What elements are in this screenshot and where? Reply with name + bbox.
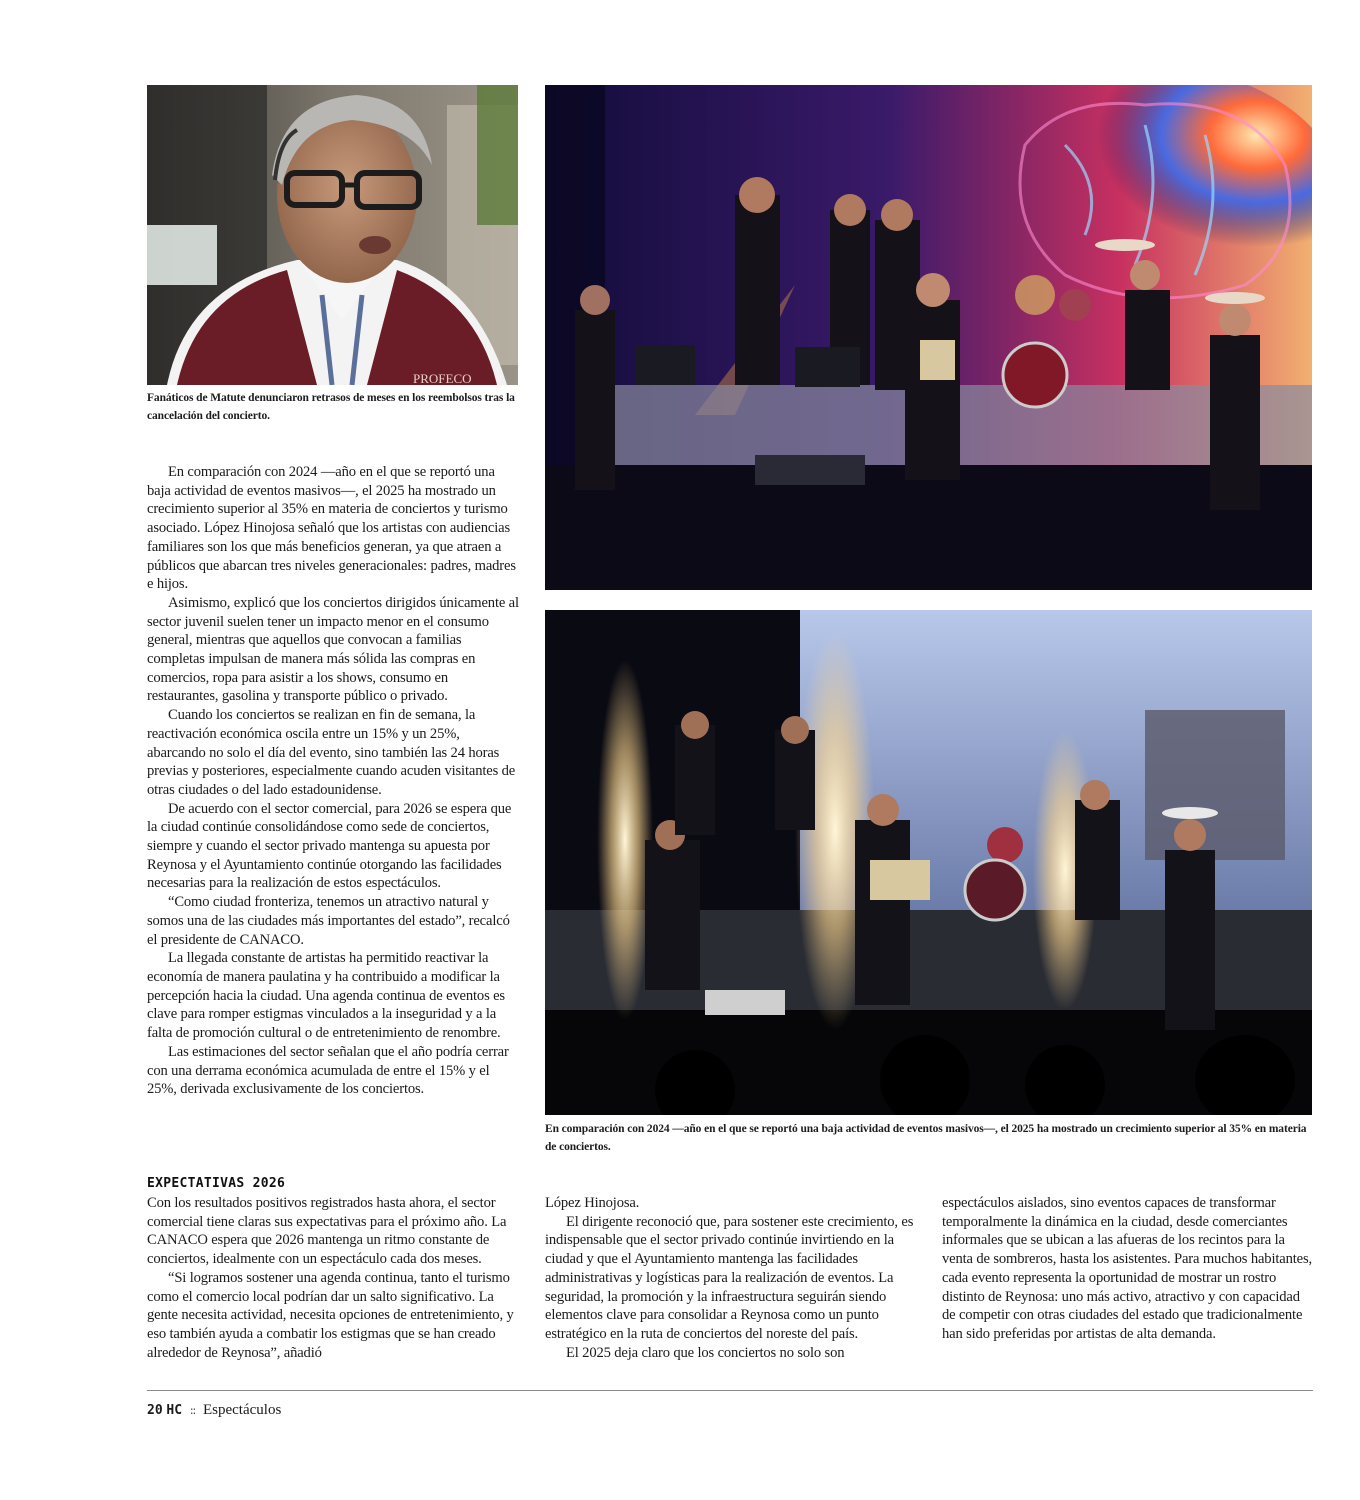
article-paragraph: Asimismo, explicó que los conciertos dirigidos únicamente al sector juvenil suelen tener un impacto menor en el consumo general, mientras que aquellos que convocan a familias completas impulsan de manera más sólida las compras en comercios, ropa para asistir a los shows, consumo en restaurantes, gasolina y transporte público o privado.: [147, 594, 519, 705]
concert-caption: En comparación con 2024 —año en el que se reportó una baja actividad de eventos masivos—, el 2025 ha mostrado un crecimiento superior al 35% en materia de conciertos.: [545, 1123, 1307, 1153]
article-paragraph: La llegada constante de artistas ha permitido reactivar la economía de manera paulatina y ha contribuido a modificar la percepción hacia la ciudad. Una agenda continua de eventos es clave para romper estigmas vinculados a la inseguridad y a la falta de promoción cultural o de entretenimiento de renombre.: [147, 950, 505, 1042]
footer-rule: [147, 1390, 1313, 1391]
page-footer: [147, 1400, 281, 1421]
article-paragraph: Las estimaciones del sector señalan que el año podría cerrar con una derrama económica acumulada de entre el 15% y el 25%, derivada exclusivamente de los conciertos.: [147, 1043, 509, 1098]
article-paragraph: “Como ciudad fronteriza, tenemos un atractivo natural y somos una de las ciudades más importantes del estado”, recalcó el presidente de CANACO.: [147, 894, 510, 948]
article-column-left-bottom: [147, 1194, 521, 1362]
section-heading: EXPECTATIVAS 2026: [147, 1176, 286, 1191]
article-paragraph: Cuando los conciertos se realizan en fin de semana, la reactivación económica oscila entre un 15% y un 25%, abarcando no solo el día del evento, sino también las 24 horas previas y posteriores, especialmente cuando acuden visitantes de otras ciudades o del lado estadounidense.: [147, 707, 516, 798]
article-paragraph: El dirigente reconoció que, para sostener este crecimiento, es indispensable que el sector privado continúe invirtiendo en la ciudad y que el Ayuntamiento mantenga las facilidades administrativas y logísticas para la realización de eventos. La seguridad, la promoción y la infraestructura seguirán siendo elementos clave para consolidar a Reynosa como un punto estratégico en la ruta de conciertos del noreste del país.: [545, 1213, 914, 1342]
article-paragraph: En comparación con 2024 —año en el que se reportó una baja actividad de eventos masivos—, el 2025 ha mostrado un crecimiento superior al 35% en materia de conciertos y turismo asociado. López Hinojosa señaló que los artistas con audiencias familiares son los que más beneficios generan, ya que atraen a públicos que abarcan tres niveles generacionales: padres, madres e hijos.: [147, 464, 516, 593]
article-column-middle: [545, 1194, 916, 1362]
publication-name: HC: [166, 1403, 183, 1418]
article-paragraph: De acuerdo con el sector comercial, para 2026 se espera que la ciudad continúe consolidándose como sede de conciertos, siempre y cuando el sector privado mantenga su apuesta por Reynosa y el Ayuntamiento continúe otorgando las facilidades necesarias para la realización de estos espectáculos.: [147, 800, 512, 892]
article-paragraph: El 2025 deja claro que los conciertos no solo son: [566, 1344, 845, 1361]
article-paragraph: espectáculos aislados, sino eventos capaces de transformar temporalmente la dinámica en la ciudad, desde comerciantes informales que se ubican a las afueras de los recintos para la venta de sombreros, hasta los asistentes. Para muchos habitantes, cada evento representa la oportunidad de mostrar un rostro distinto de Reynosa: uno más activo, atractivo y con capacidad de competir con otras ciudades del estado que tradicionalmente han sido preferidas por artistas de alta demanda.: [942, 1195, 1313, 1342]
vest-lettering: PROFECO: [413, 371, 472, 385]
article-column-left: [147, 463, 521, 1099]
portrait-caption: Fanáticos de Matute denunciaron retrasos de meses en los reembolsos tras la cancelación del concierto.: [147, 392, 515, 422]
concert-photo-top: [545, 85, 1312, 590]
concert-photo-bottom: [545, 610, 1312, 1115]
article-column-right: [942, 1194, 1314, 1344]
page-number: 20: [147, 1403, 163, 1418]
article-paragraph: “Si logramos sostener una agenda continua, tanto el turismo como el comercio local podrían dar un salto significativo. La gente necesita actividad, necesita opciones de entretenimiento, y eso también ayuda a combatir los estigmas que se han creado alrededor de Reynosa”, añadió: [147, 1269, 514, 1361]
section-name: Espectáculos: [202, 1402, 282, 1418]
portrait-photo: [147, 85, 518, 385]
footer-separator: ::: [189, 1404, 196, 1417]
article-paragraph: López Hinojosa.: [545, 1195, 640, 1211]
article-paragraph: Con los resultados positivos registrados hasta ahora, el sector comercial tiene claras sus expectativas para el próximo año. La CANACO espera que 2026 mantenga un ritmo constante de conciertos, idealmente con un espectáculo cada dos meses.: [147, 1195, 507, 1268]
